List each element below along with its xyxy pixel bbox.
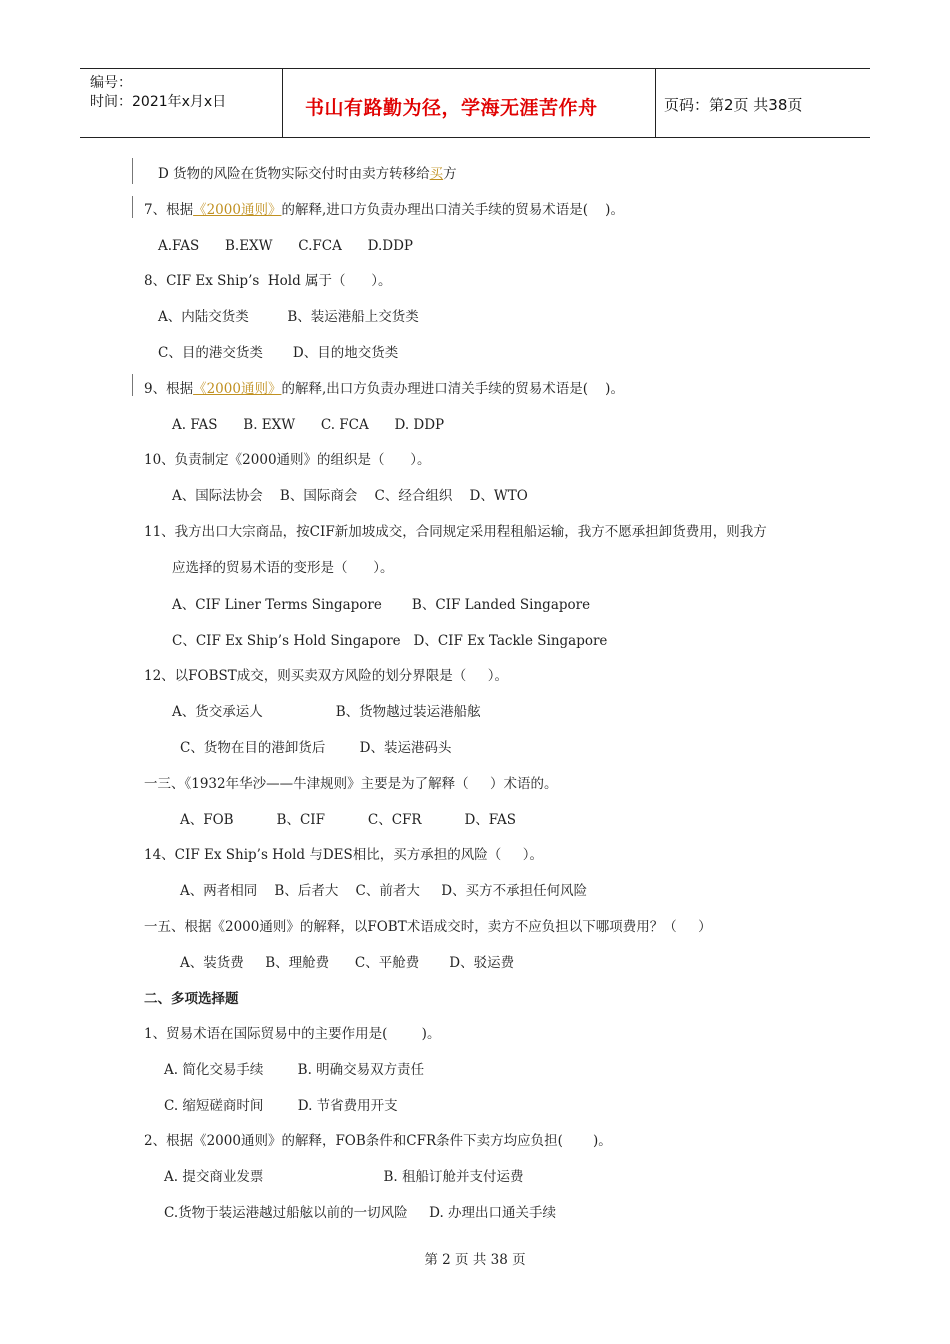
question-8-options-ab: A、内陆交货类 B、装运港船上交货类	[158, 309, 419, 325]
page-header	[80, 68, 870, 138]
question-15-options: A、装货费 B、理舱费 C、平舱费 D、驳运费	[180, 955, 515, 971]
question-11-options-ab: A、CIF Liner Terms Singapore B、CIF Landed Singapore	[172, 597, 591, 613]
question-12-options-cd: C、货物在目的港卸货后 D、装运港码头	[180, 740, 452, 756]
header-page-cell	[656, 69, 870, 137]
section-heading: 二、多项选择题	[144, 991, 239, 1007]
incoterms-link[interactable]: 《2000通则》	[193, 202, 282, 218]
question-11: 11、我方出口大宗商品，按CIF新加坡成交，合同规定采用程租船运输，我方不愿承担卸货费用，则我方	[144, 524, 767, 540]
question-option-line: D 货物的风险在货物实际交付时由卖方转移给买方	[158, 166, 457, 182]
question-8: 8、CIF Ex Ship’s Hold 属于（ ）。	[144, 273, 392, 289]
question-7: 7、根据《2000通则》的解释,进口方负责办理出口清关手续的贸易术语是( )。	[144, 202, 624, 218]
question-15: 一五、根据《2000通则》的解释，以FOBT术语成交时，卖方不应负担以下哪项费用？（ ）	[144, 919, 712, 935]
multi-question-1: 1、贸易术语在国际贸易中的主要作用是( )。	[144, 1026, 441, 1042]
question-8-options-cd: C、目的港交货类 D、目的地交货类	[158, 345, 399, 361]
question-13: 一三、《1932年华沙——牛津规则》主要是为了解释（ ）术语的。	[144, 776, 558, 792]
question-7-options: A.FAS B.EXW C.FCA D.DDP	[158, 238, 413, 254]
multi-question-1-options-ab: A. 简化交易手续 B. 明确交易双方责任	[164, 1062, 425, 1078]
question-11-options-cd: C、CIF Ex Ship’s Hold Singapore D、CIF Ex Tackle Singapore	[172, 633, 608, 649]
header-motto-cell	[283, 69, 656, 137]
multi-question-2: 2、根据《2000通则》的解释，FOB条件和CFR条件下卖方均应负担( )。	[144, 1133, 612, 1149]
multi-question-1-options-cd: C. 缩短磋商时间 D. 节省费用开支	[164, 1098, 398, 1114]
revision-bar	[132, 158, 133, 184]
multi-question-2-options-ab: A. 提交商业发票 B. 租船订舱并支付运费	[164, 1169, 524, 1185]
revision-bar	[132, 196, 133, 218]
question-10: 10、负责制定《2000通则》的组织是（ ）。	[144, 452, 431, 468]
page-info: 页码：第2页 共38页	[664, 96, 803, 114]
number-label: 编号：	[90, 75, 132, 91]
question-9-options: A. FAS B. EXW C. FCA D. DDP	[172, 417, 445, 433]
incoterms-link[interactable]: 《2000通则》	[193, 381, 282, 397]
question-12-options-ab: A、货交承运人 B、货物越过装运港船舷	[172, 704, 481, 720]
inline-link[interactable]: 买	[429, 166, 444, 182]
date-label: 时间：2021年x月x日	[90, 94, 227, 110]
question-14: 14、CIF Ex Ship’s Hold 与DES相比，买方承担的风险（ ）。	[144, 847, 543, 863]
question-13-options: A、FOB B、CIF C、CFR D、FAS	[180, 812, 516, 828]
question-11-cont: 应选择的贸易术语的变形是（ ）。	[172, 560, 394, 576]
revision-bar	[132, 374, 133, 396]
question-14-options: A、两者相同 B、后者大 C、前者大 D、买方不承担任何风险	[180, 883, 588, 899]
question-12: 12、以FOBST成交，则买卖双方风险的划分界限是（ ）。	[144, 668, 508, 684]
question-9: 9、根据《2000通则》的解释,出口方负责办理进口清关手续的贸易术语是( )。	[144, 381, 624, 397]
motto-text: 书山有路勤为径，学海无涯苦作舟	[305, 97, 598, 119]
multi-question-2-options-cd: C.货物于装运港越过船舷以前的一切风险 D. 办理出口通关手续	[164, 1205, 557, 1221]
question-10-options: A、国际法协会 B、国际商会 C、经合组织 D、WTO	[172, 488, 528, 504]
header-meta-cell	[80, 69, 283, 137]
page-footer: 第 2 页 共 38 页	[424, 1252, 526, 1268]
